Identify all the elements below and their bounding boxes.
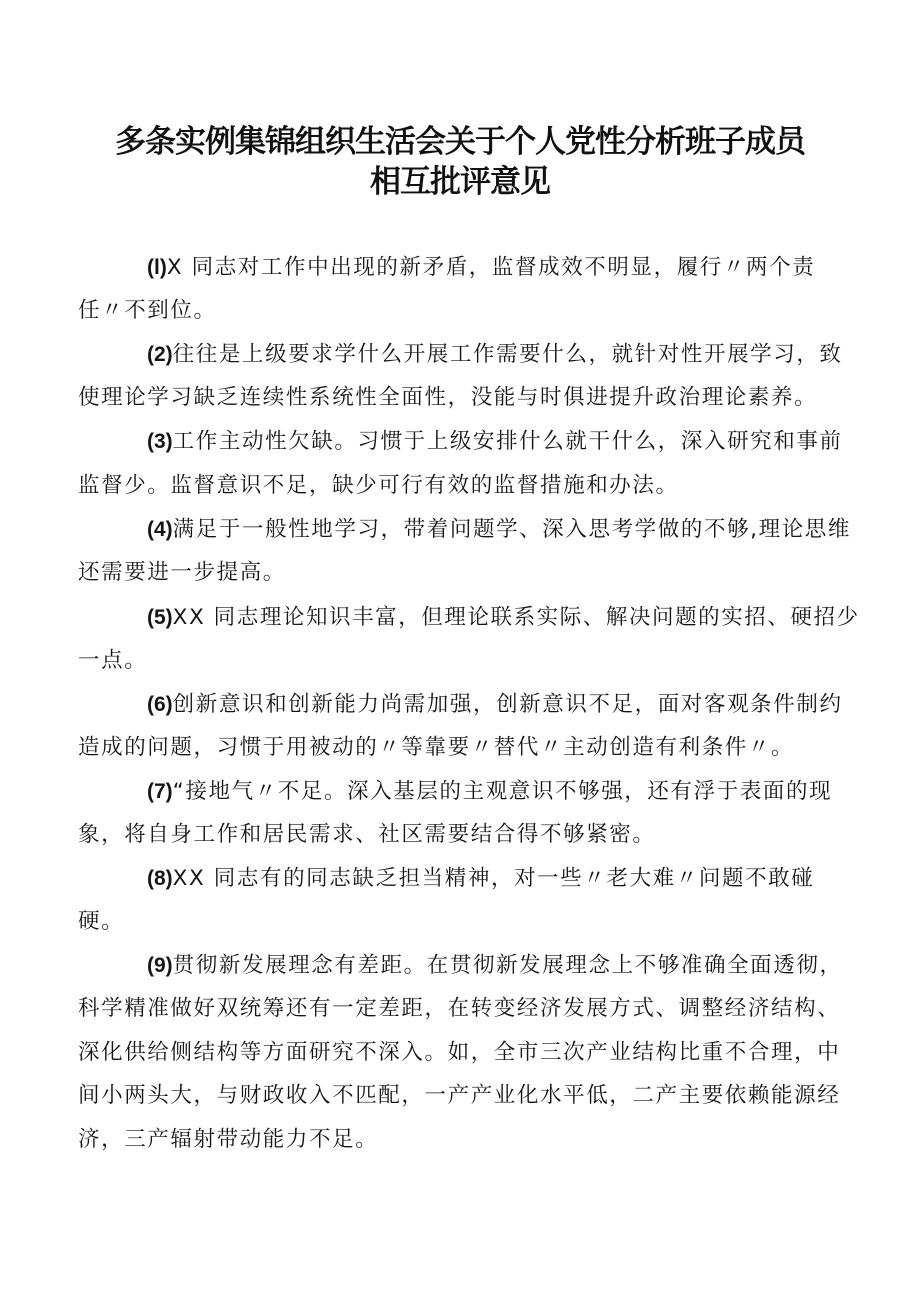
- paragraph-9-line-4: 间小两头大，与财政收入不匹配，一产产业化水平低，二产主要依赖能源经: [78, 1083, 841, 1108]
- paragraph-8-number: (8): [147, 867, 173, 890]
- paragraph-7-line-2: 象，将自身工作和居民需求、社区需要结合得不够紧密。: [78, 822, 656, 847]
- paragraph-5-text: XX 同志理论知识丰富，但理论联系实际、解决问题的实招、硬招少: [172, 605, 860, 630]
- paragraph-4-line-2: 还需要进一步提高。: [78, 560, 286, 585]
- paragraph-6-line-1: [147, 687, 843, 718]
- paragraph-2-text: 往往是上级要求学什么开展工作需要什么，就针对性开展学习，致: [172, 342, 843, 367]
- paragraph-9-number: (9): [147, 954, 173, 977]
- paragraph-2-line-1: [147, 337, 843, 368]
- paragraph-9-text: 贯彻新发展理念有差距。在贯彻新发展理念上不够准确全面透彻，: [172, 953, 843, 978]
- document-title-line-1: 多条实例集锦组织生活会关于个人党性分析班子成员: [115, 124, 805, 160]
- paragraph-7-text: “接地气〃不足。深入基层的主观意识不够强，还有浮于表面的现: [172, 779, 833, 804]
- paragraph-1-line-1: [147, 250, 815, 281]
- paragraph-5-line-1: [147, 600, 860, 631]
- paragraph-1-line-2: 任〃不到位。: [78, 298, 217, 323]
- paragraph-1-text: X 同志对工作中出现的新矛盾，监督成效不明显，履行〃两个责: [166, 255, 816, 280]
- paragraph-3-text: 工作主动性欠缺。习惯于上级安排什么就干什么，深入研究和事前: [172, 429, 843, 454]
- paragraph-4-line-1: [147, 512, 851, 543]
- paragraph-8-line-1: [147, 861, 814, 892]
- paragraph-9-line-2: 科学精准做好双统筹还有一定差距，在转变经济发展方式、调整经济结构、: [78, 996, 841, 1021]
- paragraph-8-line-2: 硬。: [78, 909, 125, 934]
- paragraph-9-line-1: [147, 948, 843, 979]
- paragraph-2-line-2: 使理论学习缺乏连续性系统性全面性，没能与时俱进提升政治理论素养。: [78, 385, 818, 410]
- paragraph-6-line-2: 造成的问题，习惯于用被动的〃等靠要〃替代〃主动创造有利条件〃。: [78, 735, 795, 760]
- paragraph-5-line-2: 一点。: [78, 648, 148, 673]
- paragraph-4-number: (4): [147, 518, 173, 541]
- paragraph-7-line-1: [147, 774, 832, 805]
- paragraph-9-line-5: 济，三产辐射带动能力不足。: [78, 1127, 379, 1152]
- paragraph-8-text: XX 同志有的同志缺乏担当精神，对一些〃老大难〃问题不敢碰: [172, 866, 815, 891]
- paragraph-6-number: (6): [147, 693, 173, 716]
- paragraph-3-line-1: [147, 424, 843, 455]
- document-title-line-2: 相互批评意见: [370, 164, 550, 200]
- paragraph-2-number: (2): [147, 343, 173, 366]
- paragraph-1-number: (l): [147, 256, 167, 279]
- paragraph-7-number: (7): [147, 780, 173, 803]
- paragraph-6-text: 创新意识和创新能力尚需加强，创新意识不足，面对客观条件制约: [172, 692, 843, 717]
- paragraph-4-text: 满足于一般性地学习，带着问题学、深入思考学做的不够,理论思维: [172, 517, 852, 542]
- paragraph-5-number: (5): [147, 606, 173, 629]
- paragraph-3-number: (3): [147, 430, 173, 453]
- paragraph-3-line-2: 监督少。监督意识不足，缺少可行有效的监督措施和办法。: [78, 473, 679, 498]
- paragraph-9-line-3: 深化供给侧结构等方面研究不深入。如，全市三次产业结构比重不合理，中: [78, 1040, 841, 1065]
